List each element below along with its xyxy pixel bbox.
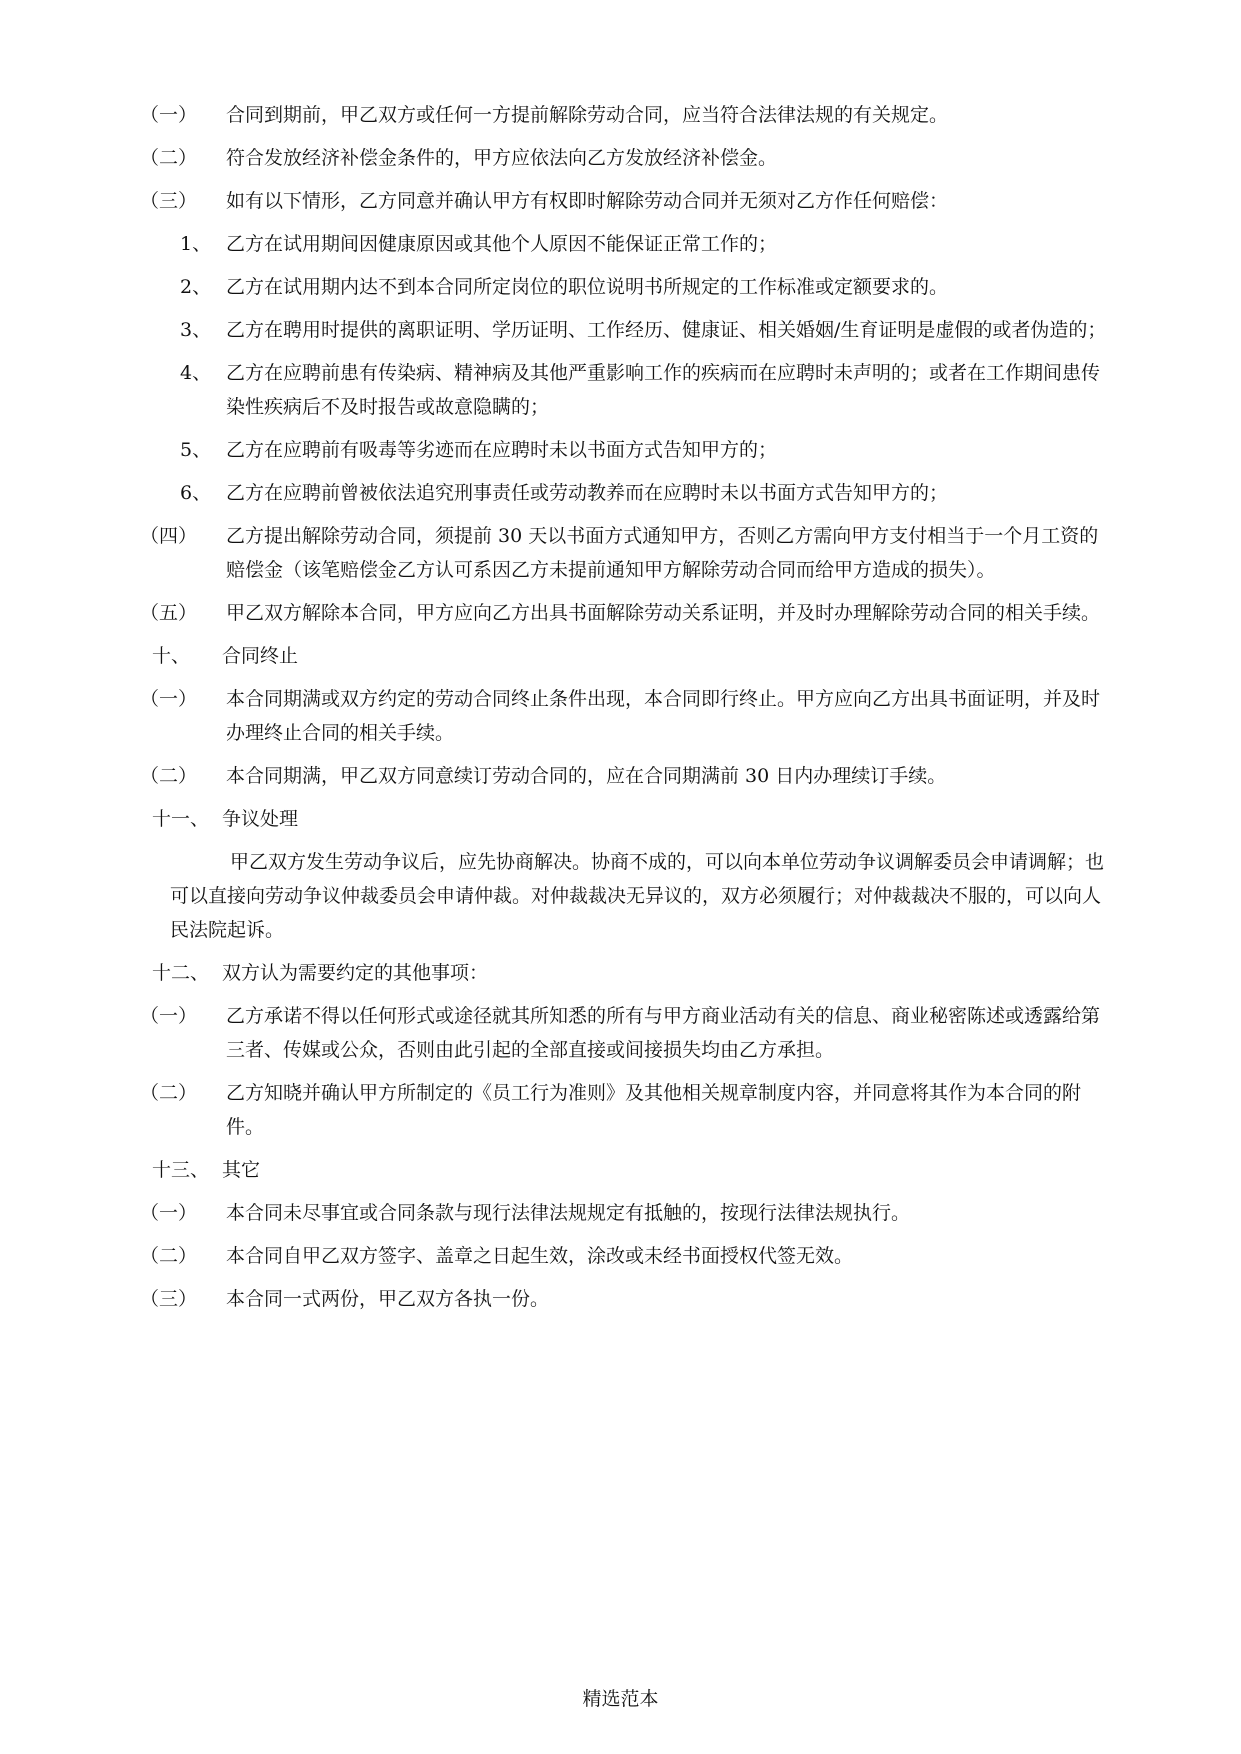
- section-title: 双方认为需要约定的其他事项：: [222, 962, 489, 984]
- clause-label: （三）: [140, 190, 198, 212]
- section-number: 十一、: [152, 808, 210, 830]
- clause-text: 本合同期满，甲乙双方同意续订劳动合同的，应在合同期满前 30 日内办理续订手续。: [226, 765, 947, 787]
- sub-clause-text: 乙方在应聘前患有传染病、精神病及其他严重影响工作的疾病而在应聘时未声明的；或者在工作期间患传染性疾病后不及时报告或故意隐瞒的；: [226, 362, 1101, 418]
- sub-clause-text: 乙方在试用期间因健康原因或其他个人原因不能保证正常工作的；: [226, 233, 778, 255]
- clause-item: [140, 1076, 1115, 1144]
- clause-label: （一）: [140, 1202, 198, 1224]
- clause-label: （三）: [140, 1288, 198, 1310]
- section-title: 争议处理: [222, 808, 299, 830]
- clause-item: [140, 1196, 1115, 1230]
- section-heading: [140, 956, 1115, 990]
- clause-label: （二）: [140, 147, 198, 169]
- sub-clause-label: 6、: [180, 482, 212, 504]
- sub-clause-label: 1、: [180, 233, 212, 255]
- sub-clause-text: 乙方在试用期内达不到本合同所定岗位的职位说明书所规定的工作标准或定额要求的。: [226, 276, 949, 298]
- section-paragraph: 甲乙双方发生劳动争议后，应先协商解决。协商不成的，可以向本单位劳动争议调解委员会申请调解；也可以直接向劳动争议仲裁委员会申请仲裁。对仲裁裁决无异议的，双方必须履行；对仲裁裁决不服的，可以向人民法院起诉。: [170, 851, 1105, 941]
- section-number: 十三、: [152, 1159, 210, 1181]
- clause-label: （二）: [140, 765, 198, 787]
- clause-item: [140, 141, 1115, 175]
- clause-label: （二）: [140, 1082, 198, 1104]
- clause-item: [140, 682, 1115, 750]
- clause-item: [140, 759, 1115, 793]
- section-heading: [140, 1153, 1115, 1187]
- clause-label: （一）: [140, 104, 198, 126]
- clause-label: （一）: [140, 1005, 198, 1027]
- clause-item: [140, 98, 1115, 132]
- clause-text: 如有以下情形，乙方同意并确认甲方有权即时解除劳动合同并无须对乙方作任何赔偿：: [226, 190, 949, 212]
- clause-text: 乙方知晓并确认甲方所制定的《员工行为准则》及其他相关规章制度内容，并同意将其作为本合同的附件。: [226, 1082, 1082, 1138]
- section-title: 合同终止: [222, 645, 299, 667]
- sub-clause-item: [140, 356, 1115, 424]
- sub-clause-item: [140, 313, 1115, 347]
- sub-clause-item: [140, 476, 1115, 510]
- clause-label: （一）: [140, 688, 198, 710]
- clause-item: [140, 184, 1115, 218]
- clause-item: [140, 1282, 1115, 1316]
- clause-label: （五）: [140, 602, 198, 624]
- section-title: 其它: [222, 1159, 261, 1181]
- clause-text: 符合发放经济补偿金条件的，甲方应依法向乙方发放经济补偿金。: [226, 147, 778, 169]
- clause-label: （四）: [140, 525, 198, 547]
- clause-label: （二）: [140, 1245, 198, 1267]
- sub-clause-label: 4、: [180, 362, 212, 384]
- clause-text: 乙方提出解除劳动合同，须提前 30 天以书面方式通知甲方，否则乙方需向甲方支付相当于一个月工资的赔偿金（该笔赔偿金乙方认可系因乙方未提前通知甲方解除劳动合同而给甲方造成的损失）。: [226, 525, 1099, 581]
- clause-text: 甲乙双方解除本合同，甲方应向乙方出具书面解除劳动关系证明，并及时办理解除劳动合同的相关手续。: [226, 602, 1101, 624]
- sub-clause-item: [140, 227, 1115, 261]
- sub-clause-text: 乙方在应聘前曾被依法追究刑事责任或劳动教养而在应聘时未以书面方式告知甲方的；: [226, 482, 949, 504]
- sub-clause-item: [140, 433, 1115, 467]
- sub-clause-label: 3、: [180, 319, 212, 341]
- sub-clause-text: 乙方在聘用时提供的离职证明、学历证明、工作经历、健康证、相关婚姻/生育证明是虚假的或者伪造的；: [226, 319, 1107, 341]
- clause-text: 本合同未尽事宜或合同条款与现行法律法规规定有抵触的，按现行法律法规执行。: [226, 1202, 911, 1224]
- clause-item: [140, 596, 1115, 630]
- sub-clause-item: [140, 270, 1115, 304]
- sub-clause-text: 乙方在应聘前有吸毒等劣迹而在应聘时未以书面方式告知甲方的；: [226, 439, 778, 461]
- contract-body: [140, 98, 1115, 1325]
- clause-item: [140, 519, 1115, 587]
- clause-text: 本合同一式两份，甲乙双方各执一份。: [226, 1288, 550, 1310]
- clause-item: [140, 999, 1115, 1067]
- clause-text: 合同到期前，甲乙双方或任何一方提前解除劳动合同，应当符合法律法规的有关规定。: [226, 104, 949, 126]
- sub-clause-label: 2、: [180, 276, 212, 298]
- clause-text: 本合同自甲乙双方签字、盖章之日起生效，涂改或未经书面授权代签无效。: [226, 1245, 854, 1267]
- section-heading: [140, 639, 1115, 673]
- clause-item: [140, 1239, 1115, 1273]
- clause-text: 本合同期满或双方约定的劳动合同终止条件出现，本合同即行终止。甲方应向乙方出具书面证明，并及时办理终止合同的相关手续。: [226, 688, 1101, 744]
- section-number: 十、: [152, 645, 191, 667]
- section-number: 十二、: [152, 962, 210, 984]
- sub-clause-label: 5、: [180, 439, 212, 461]
- section-heading: [140, 802, 1115, 836]
- clause-text: 乙方承诺不得以任何形式或途径就其所知悉的所有与甲方商业活动有关的信息、商业秘密陈述或透露给第三者、传媒或公众，否则由此引起的全部直接或间接损失均由乙方承担。: [226, 1005, 1101, 1061]
- page-footer: 精选范本: [582, 1688, 659, 1710]
